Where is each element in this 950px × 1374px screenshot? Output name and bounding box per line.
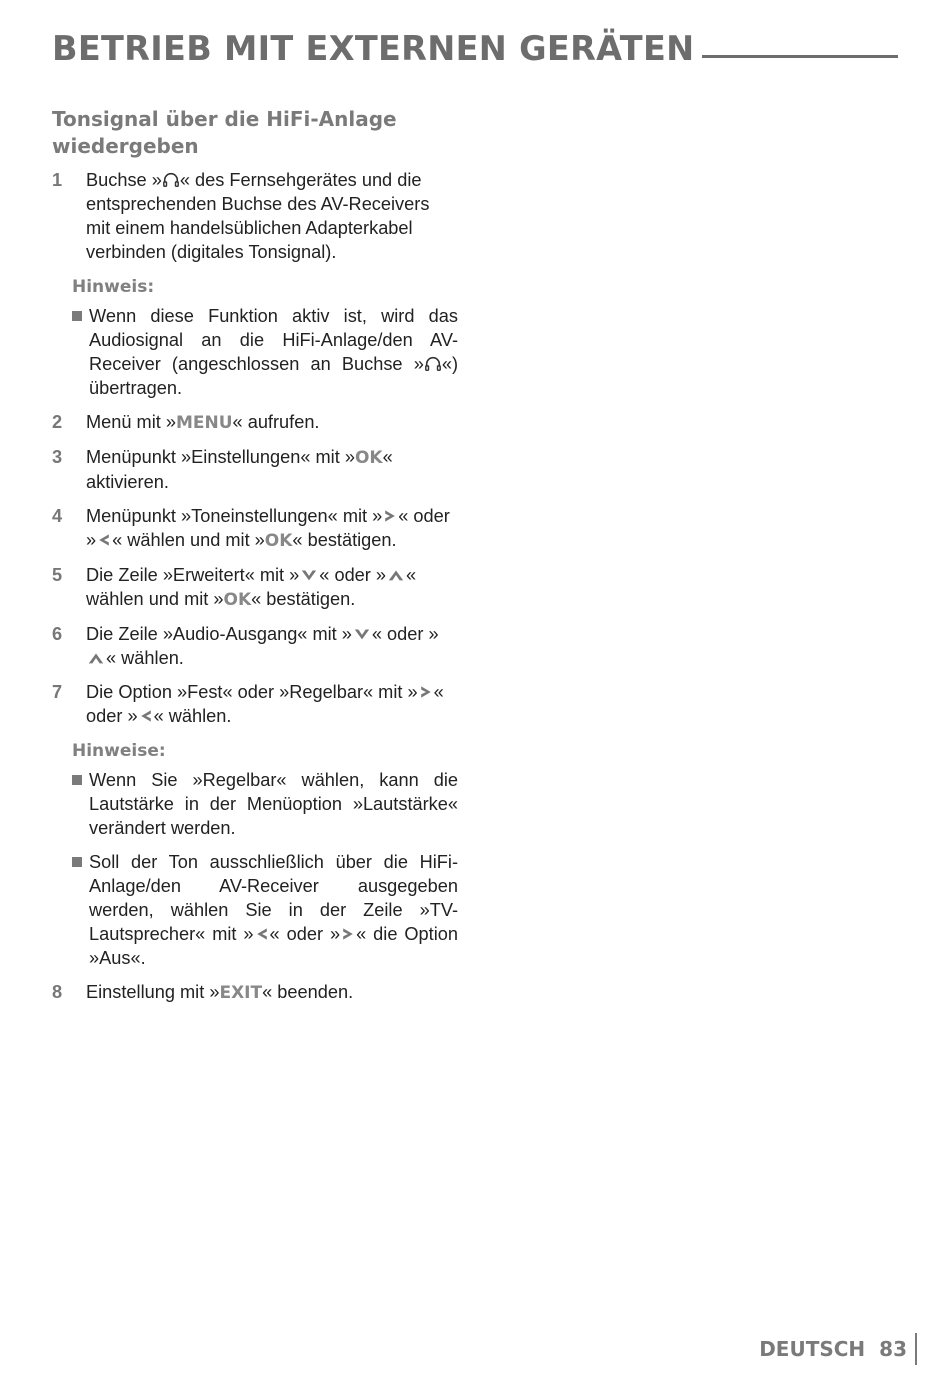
step-text: « wählen und mit » bbox=[112, 530, 265, 550]
step-number: 4 bbox=[52, 506, 63, 526]
step-6 bbox=[52, 622, 458, 670]
ok-key: OK bbox=[264, 531, 293, 551]
hint-title: Hinweis: bbox=[72, 277, 155, 297]
section-title: Tonsignal über die HiFi-Anlage wiedergeben bbox=[52, 107, 397, 158]
arrow-left-icon bbox=[138, 707, 154, 725]
step-text: Die Zeile »Audio-Ausgang« mit » bbox=[86, 624, 352, 644]
step-number: 2 bbox=[52, 412, 63, 432]
step-text: Menü mit » bbox=[86, 412, 176, 432]
step-number: 8 bbox=[52, 982, 63, 1002]
step-text: « bestätigen. bbox=[251, 589, 356, 609]
note-text: « die Option »Aus«. bbox=[89, 924, 458, 968]
step-3 bbox=[52, 445, 458, 494]
headphone-icon bbox=[424, 355, 442, 373]
note-text: «) übertragen. bbox=[89, 354, 458, 398]
bullet-square-icon bbox=[72, 311, 82, 321]
note-text: Wenn Sie »Regelbar« wählen, kann die Lautstärke in der Menüoption »Lautstärke« verändert werden. bbox=[89, 770, 458, 838]
step-text: Die Zeile »Erweitert« mit » bbox=[86, 565, 300, 585]
arrow-left-icon bbox=[254, 925, 270, 943]
step-text: Einstellung mit » bbox=[86, 982, 220, 1002]
hint-note bbox=[52, 768, 458, 840]
step-number: 3 bbox=[52, 447, 63, 467]
step-text: « oder » bbox=[86, 682, 444, 726]
step-text: « oder » bbox=[319, 565, 387, 585]
main-content bbox=[52, 106, 458, 1015]
step-text: « wählen und mit » bbox=[86, 565, 417, 609]
menu-key: MENU bbox=[175, 413, 233, 433]
note-text: Wenn diese Funktion aktiv ist, wird das Audiosignal an die HiFi-Anlage/den AV-Receiver (angeschlossen an Buchse » bbox=[89, 306, 458, 374]
step-text: Die Option »Fest« oder »Regelbar« mit » bbox=[86, 682, 418, 702]
arrow-right-icon bbox=[340, 925, 356, 943]
page-header bbox=[52, 22, 898, 72]
page-title: BETRIEB MIT EXTERNEN GERÄTEN bbox=[52, 28, 695, 68]
step-8 bbox=[52, 980, 458, 1005]
headphone-icon bbox=[162, 171, 180, 189]
step-text: « oder » bbox=[86, 506, 450, 550]
arrow-down-icon bbox=[352, 625, 372, 643]
ok-key: OK bbox=[354, 448, 383, 468]
footer-language: DEUTSCH bbox=[759, 1337, 866, 1361]
hint-note bbox=[52, 304, 458, 400]
arrow-up-icon bbox=[86, 649, 106, 667]
arrow-up-icon bbox=[386, 566, 406, 584]
step-number: 5 bbox=[52, 565, 63, 585]
step-text: « aufrufen. bbox=[232, 412, 320, 432]
bullet-square-icon bbox=[72, 775, 82, 785]
step-text: « beenden. bbox=[262, 982, 354, 1002]
bullet-square-icon bbox=[72, 857, 82, 867]
note-text: Soll der Ton ausschließlich über die HiFi-Anlage/den AV-Receiver ausgegeben werden, wählen Sie in der Zeile »TV-Lautsprecher« mit » bbox=[89, 852, 458, 944]
step-1 bbox=[52, 168, 458, 264]
step-text: « oder » bbox=[371, 624, 439, 644]
page-footer bbox=[759, 1332, 917, 1366]
arrow-right-icon bbox=[382, 507, 398, 525]
arrow-down-icon bbox=[299, 566, 319, 584]
hints-title: Hinweise: bbox=[72, 741, 166, 761]
arrow-left-icon bbox=[96, 531, 112, 549]
step-text: « wählen. bbox=[153, 706, 232, 726]
step-number: 7 bbox=[52, 682, 63, 702]
step-text: « wählen. bbox=[106, 648, 184, 668]
step-text: Menüpunkt »Einstellungen« mit » bbox=[86, 447, 355, 467]
header-rule bbox=[702, 55, 898, 58]
step-text: « bestätigen. bbox=[292, 530, 397, 550]
step-text: Buchse » bbox=[86, 170, 162, 190]
step-text: Menüpunkt »Toneinstellungen« mit » bbox=[86, 506, 383, 526]
step-text: « aktivieren. bbox=[86, 447, 393, 492]
step-text: « des Fernsehgerätes und die entsprechenden Buchse des AV-Receivers mit einem handelsüblichen Adapterkabel verbinden (digitales Tonsignal). bbox=[86, 170, 430, 262]
ok-key: OK bbox=[223, 590, 252, 610]
exit-key: EXIT bbox=[219, 983, 263, 1003]
hint-note bbox=[52, 850, 458, 970]
step-2 bbox=[52, 410, 458, 435]
page-number: 83 bbox=[879, 1333, 917, 1365]
step-4 bbox=[52, 504, 458, 553]
step-number: 1 bbox=[52, 170, 63, 190]
note-text: « oder » bbox=[269, 924, 341, 944]
step-5 bbox=[52, 563, 458, 612]
step-number: 6 bbox=[52, 624, 63, 644]
step-7 bbox=[52, 680, 458, 728]
arrow-right-icon bbox=[418, 683, 434, 701]
